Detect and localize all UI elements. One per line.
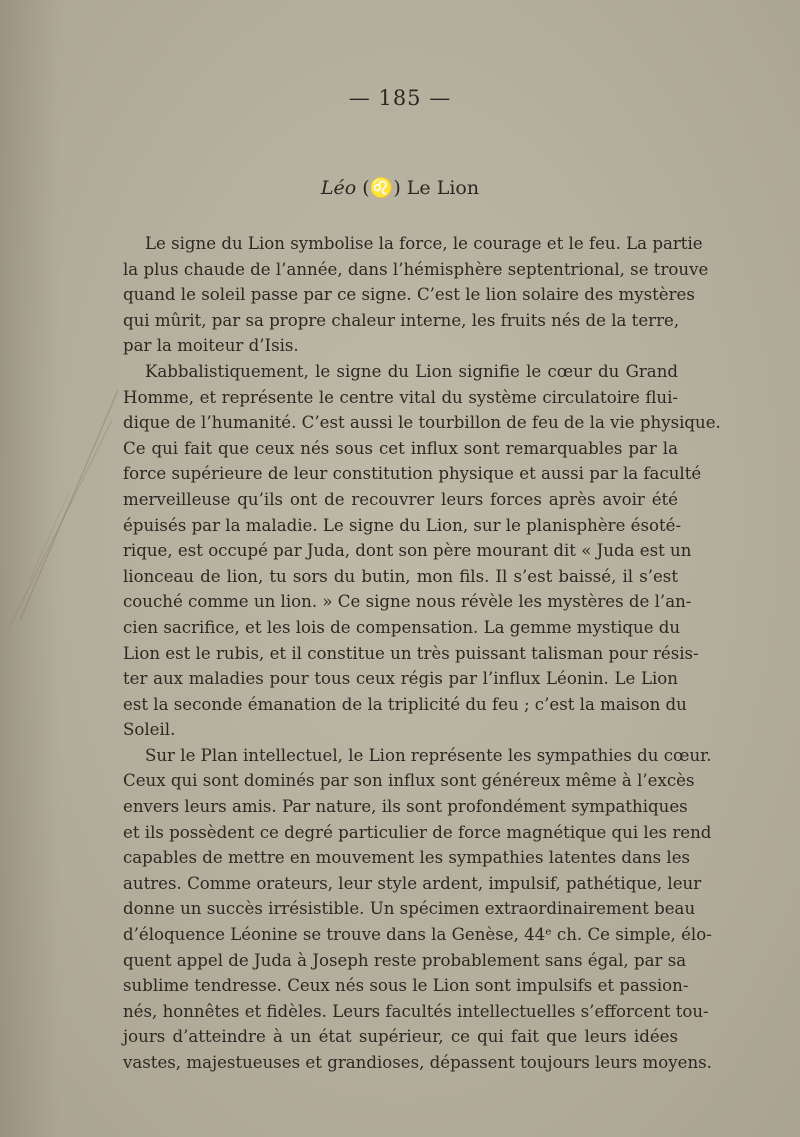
- text-line: sublime tendresse. Ceux nés sous le Lion sont impulsifs et passion-: [123, 976, 689, 996]
- text-line: Kabbalistiquement, le signe du Lion signifie le cœur du Grand: [145, 361, 678, 381]
- text-line: épuisés par la maladie. Le signe du Lion, sur le planisphère ésoté-: [123, 515, 682, 535]
- text-line: quand le soleil passe par ce signe. C’est le lion solaire des mystères: [123, 285, 695, 305]
- text-line: couché comme un lion. » Ce signe nous révèle les mystères de l’an-: [123, 592, 692, 612]
- text-line: Lion est le rubis, et il constitue un très puissant talisman pour résis-: [123, 643, 699, 663]
- text-line: lionceau de lion, tu sors du butin, mon fils. Il s’est baissé, il s’est: [123, 566, 678, 586]
- heading-title-rest: Le Lion: [406, 177, 480, 199]
- page-number: — 185 —: [348, 86, 452, 110]
- text-line: dique de l’humanité. C’est aussi le tourbillon de feu de la vie physique.: [123, 413, 721, 433]
- text-line: Soleil.: [123, 720, 176, 740]
- text-line: donne un succès irrésistible. Un spécimen extraordinairement beau: [123, 899, 696, 919]
- text-line: Ce qui fait que ceux nés sous cet influx sont remarquables par la: [123, 438, 678, 458]
- text-line: capables de mettre en mouvement les sympathies latentes dans les: [123, 848, 691, 868]
- paper-crease-marks: [0, 380, 130, 640]
- text-line: rique, est occupé par Juda, dont son père mourant dit « Juda est un: [123, 541, 692, 561]
- text-line: Ceux qui sont dominés par son influx sont généreux même à l’excès: [123, 771, 695, 791]
- text-line: ter aux maladies pour tous ceux régis par l’influx Léonin. Le Lion: [123, 669, 678, 689]
- text-line: Homme, et représente le centre vital du système circulatoire flui-: [123, 387, 678, 407]
- text-line: par la moiteur d’Isis.: [123, 336, 299, 356]
- text-line: jours d’atteindre à un état supérieur, ce qui fait que leurs idées: [123, 1027, 678, 1047]
- text-line: et ils possèdent ce degré particulier de force magnétique qui les rend: [123, 822, 712, 842]
- text-line: quent appel de Juda à Joseph reste probablement sans égal, par sa: [123, 950, 687, 970]
- text-line: autres. Comme orateurs, leur style ardent, impulsif, pathétique, leur: [123, 873, 702, 893]
- text-line: vastes, majestueuses et grandioses, dépassent toujours leurs moyens.: [123, 1053, 712, 1072]
- text-line: Le signe du Lion symbolise la force, le courage et le feu. La partie: [145, 234, 703, 253]
- text-line: nés, honnêtes et fidèles. Leurs facultés intellectuelles s’efforcent tou-: [123, 1001, 709, 1021]
- text-line: d’éloquence Léonine se trouve dans la Genèse, 44ᵉ ch. Ce simple, élo-: [123, 925, 712, 945]
- text-line: la plus chaude de l’année, dans l’hémisphère septentrional, se trouve: [123, 259, 709, 279]
- text-line: envers leurs amis. Par nature, ils sont profondément sympathiques: [123, 797, 688, 817]
- text-line: qui mûrit, par sa propre chaleur interne, les fruits nés de la terre,: [123, 310, 680, 330]
- text-line: cien sacrifice, et les lois de compensation. La gemme mystique du: [123, 617, 681, 637]
- text-line: force supérieure de leur constitution physique et aussi par la faculté: [123, 464, 702, 484]
- text-line: est la seconde émanation de la triplicité du feu ; c’est la maison du: [123, 694, 687, 714]
- text-line: Sur le Plan intellectuel, le Lion représente les sympathies du cœur.: [145, 745, 712, 765]
- leo-symbol: (♌): [362, 177, 401, 199]
- body-text: [123, 231, 721, 1076]
- text-line: merveilleuse qu’ils ont de recouvrer leurs forces après avoir été: [123, 489, 678, 509]
- heading-title-italic: Léo: [320, 177, 357, 199]
- section-heading: [0, 176, 800, 199]
